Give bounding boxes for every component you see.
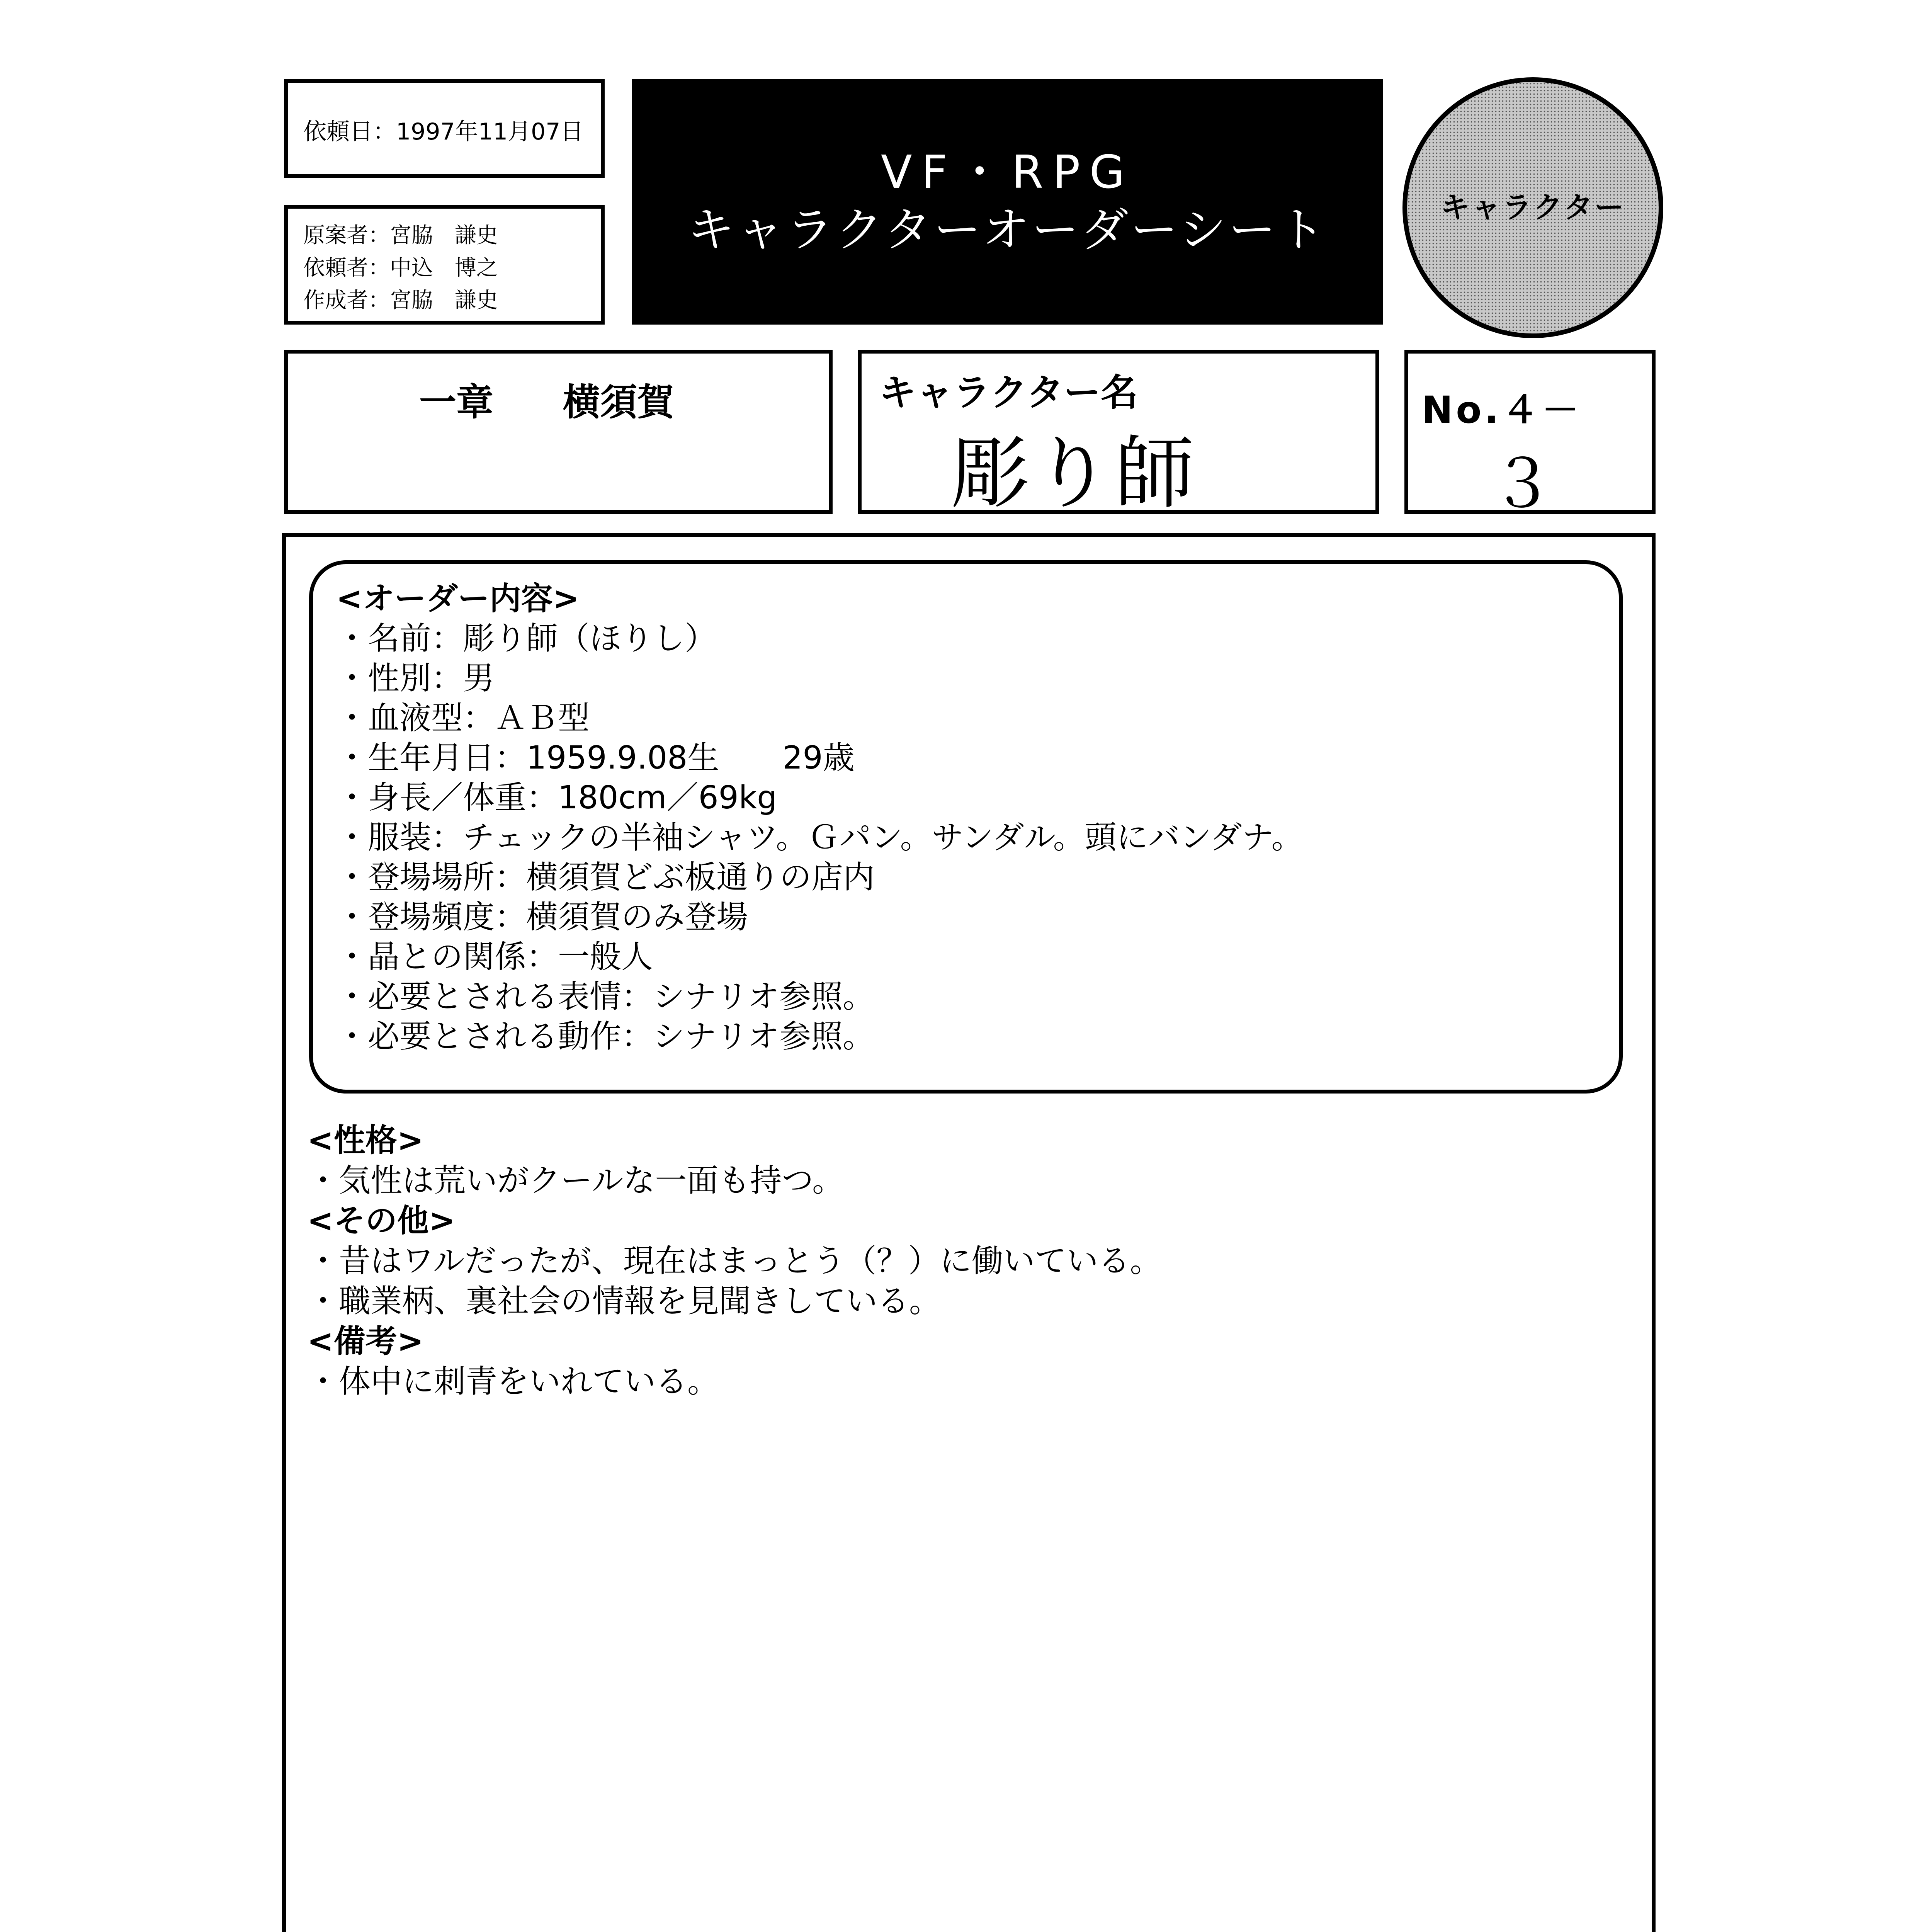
number-value: ３ <box>1489 446 1579 522</box>
order-item: ・服装：チェックの半袖シャツ。Ｇパン。サンダル。頭にバンダナ。 <box>336 819 1303 856</box>
other-heading: <その他> <box>307 1202 456 1239</box>
character-name-field <box>858 350 1379 520</box>
staff-role: 依頼者： <box>303 255 390 281</box>
number-field <box>1404 350 1656 522</box>
order-content-box <box>309 560 1623 1094</box>
title-line-2: キャラクターオーダーシート <box>687 202 1328 257</box>
order-item: ・登場頻度：横須賀のみ登場 <box>336 899 748 935</box>
order-item: ・生年月日：1959.9.08生 29歳 <box>336 740 855 776</box>
staff-row <box>303 252 601 284</box>
other-item: ・職業柄、裏社会の情報を見聞きしている。 <box>307 1283 941 1320</box>
order-item: ・晶との関係：一般人 <box>336 939 653 975</box>
request-date <box>284 79 605 178</box>
staff-given-name: 謙史 <box>454 288 498 313</box>
staff-name: 宮脇 <box>390 288 433 313</box>
number-prefix: No.４－ <box>1422 388 1582 432</box>
order-item: ・必要とされる動作：シナリオ参照。 <box>336 1018 875 1055</box>
staff-row <box>303 219 601 252</box>
personality-heading: <性格> <box>307 1122 424 1159</box>
staff-given-name: 博之 <box>454 255 498 281</box>
personality-item: ・気性は荒いがクールな一面も持つ。 <box>307 1162 844 1199</box>
order-item: ・身長／体重：180cm／69kg <box>336 779 777 816</box>
category-text: キャラクター <box>1440 190 1625 224</box>
order-item: ・登場場所：横須賀どぶ板通りの店内 <box>336 859 875 896</box>
staff-given-name: 謙史 <box>454 223 498 248</box>
category-badge <box>1402 77 1663 338</box>
notes-area <box>307 1121 1162 1402</box>
order-heading: <オーダー内容> <box>336 580 580 617</box>
other-item: ・昔はワルだったが、現在はまっとう（？）に働いている。 <box>307 1243 1162 1279</box>
staff-role: 原案者： <box>303 223 390 248</box>
staff-name: 宮脇 <box>390 223 433 248</box>
staff-row <box>303 284 601 317</box>
order-item: ・名前：彫り師（ほりし） <box>336 620 717 657</box>
order-item: ・必要とされる表情：シナリオ参照。 <box>336 978 875 1015</box>
order-panel <box>282 533 1656 1932</box>
request-date-text: 依頼日：1997年11月07日 <box>303 118 584 145</box>
character-name-value: 彫り師 <box>950 428 1197 520</box>
remarks-item: ・体中に刺青をいれている。 <box>307 1363 719 1400</box>
order-item: ・血液型：ＡＢ型 <box>336 700 590 736</box>
document-title <box>632 79 1383 325</box>
staff-list <box>284 205 605 325</box>
chapter-field <box>284 350 833 514</box>
chapter-text: 一章 <box>419 381 493 424</box>
character-name-label: キャラクター名 <box>879 371 1138 414</box>
order-item: ・性別：男 <box>336 660 495 697</box>
location-text: 横須賀 <box>563 381 674 424</box>
remarks-heading: <備考> <box>307 1323 424 1360</box>
staff-role: 作成者： <box>303 288 390 313</box>
staff-name: 中込 <box>390 255 433 281</box>
title-line-1: VF・RPG <box>881 145 1134 199</box>
